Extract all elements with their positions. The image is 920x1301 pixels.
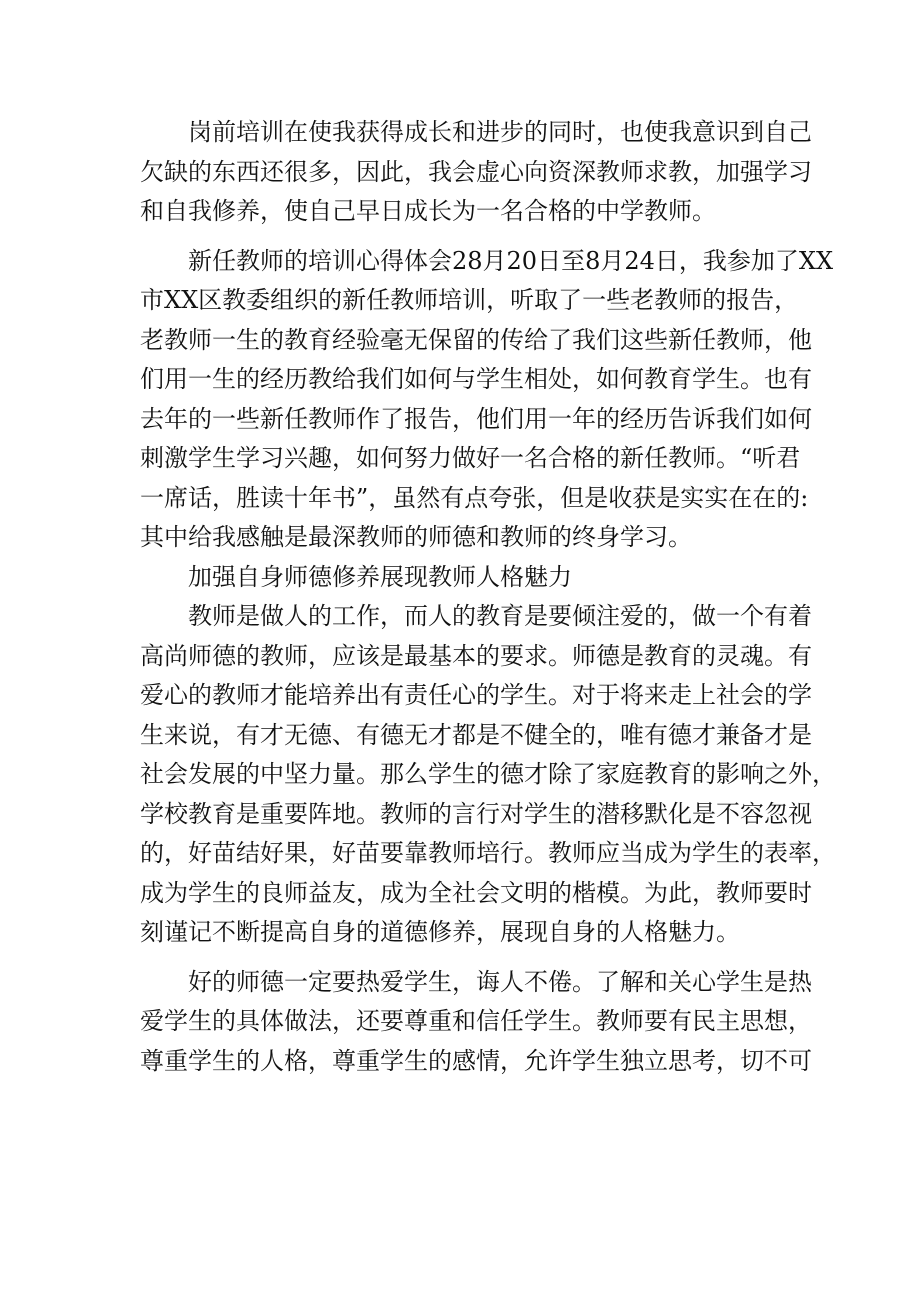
text-line: 一席话，胜读十年书”，虽然有点夸张，但是收获是实实在在的: (140, 483, 809, 512)
section-heading: 加强自身师德修养展现教师人格魅力 (188, 562, 572, 591)
text-line: 刻谨记不断提高自身的道德修养，展现自身的人格魅力。 (140, 918, 740, 946)
text-line: 尊重学生的人格，尊重学生的感情，允许学生独立思考，切不可 (140, 1046, 812, 1075)
paragraph-teacher-ethics (140, 597, 836, 953)
document-body (140, 113, 836, 1081)
text-line: 好的师德一定要热爱学生，诲人不倦。了解和关心学生是热 (188, 967, 812, 996)
text-line: 成为学生的良师益友，成为全社会文明的楷模。为此，教师要时 (140, 878, 812, 907)
text-line: 老教师一生的教育经验毫无保留的传给了我们这些新任教师，他 (140, 325, 812, 354)
text-line: 市XX区教委组织的新任教师培训，听取了一些老教师的报告， (140, 286, 799, 314)
text-line: 其中给我感触是最深教师的师德和教师的终身学习。 (140, 523, 692, 551)
text-line: 爱学生的具体做法，还要尊重和信任学生。教师要有民主思想， (140, 1007, 812, 1035)
text-line: 教师是做人的工作，而人的教育是要倾注爱的，做一个有着 (188, 602, 812, 630)
text-line: 学校教育是重要阵地。教师的言行对学生的潜移默化是不容忽视 (140, 799, 812, 828)
text-line: 社会发展的中坚力量。那么学生的德才除了家庭教育的影响之外， (140, 760, 836, 788)
paragraph-learning-reflection (140, 113, 812, 232)
text-line: 刺激学生学习兴趣，如何努力做好一名合格的新任教师。“听君 (140, 444, 801, 472)
text-line: 的，好苗结好果，好苗要靠教师培行。教师应当成为学生的表率， (140, 839, 836, 867)
text-line: 们用一生的经历教给我们如何与学生相处，如何教育学生。也有 (140, 365, 812, 393)
text-line: 去年的一些新任教师作了报告，他们用一年的经历告诉我们如何 (140, 404, 812, 433)
text-line: 欠缺的东西还很多，因此，我会虚心向资深教师求教，加强学习 (140, 157, 812, 186)
paragraph-love-students (140, 963, 812, 1082)
text-line: 岗前培训在使我获得成长和进步的同时，也使我意识到自己 (188, 118, 812, 146)
section-heading-teacher-ethics (140, 558, 785, 598)
text-line: 新任教师的培训心得体会28月20日至8月24日，我参加了XX (188, 246, 834, 275)
paragraph-training-experience (140, 242, 834, 558)
text-line: 爱心的教师才能培养出有责任心的学生。对于将来走上社会的学 (140, 681, 812, 709)
text-line: 和自我修养，使自己早日成长为一名合格的中学教师。 (140, 197, 716, 225)
text-line: 生来说，有才无德、有德无才都是不健全的，唯有德才兼备才是 (140, 720, 812, 749)
text-line: 高尚师德的教师，应该是最基本的要求。师德是教育的灵魂。有 (140, 641, 812, 670)
